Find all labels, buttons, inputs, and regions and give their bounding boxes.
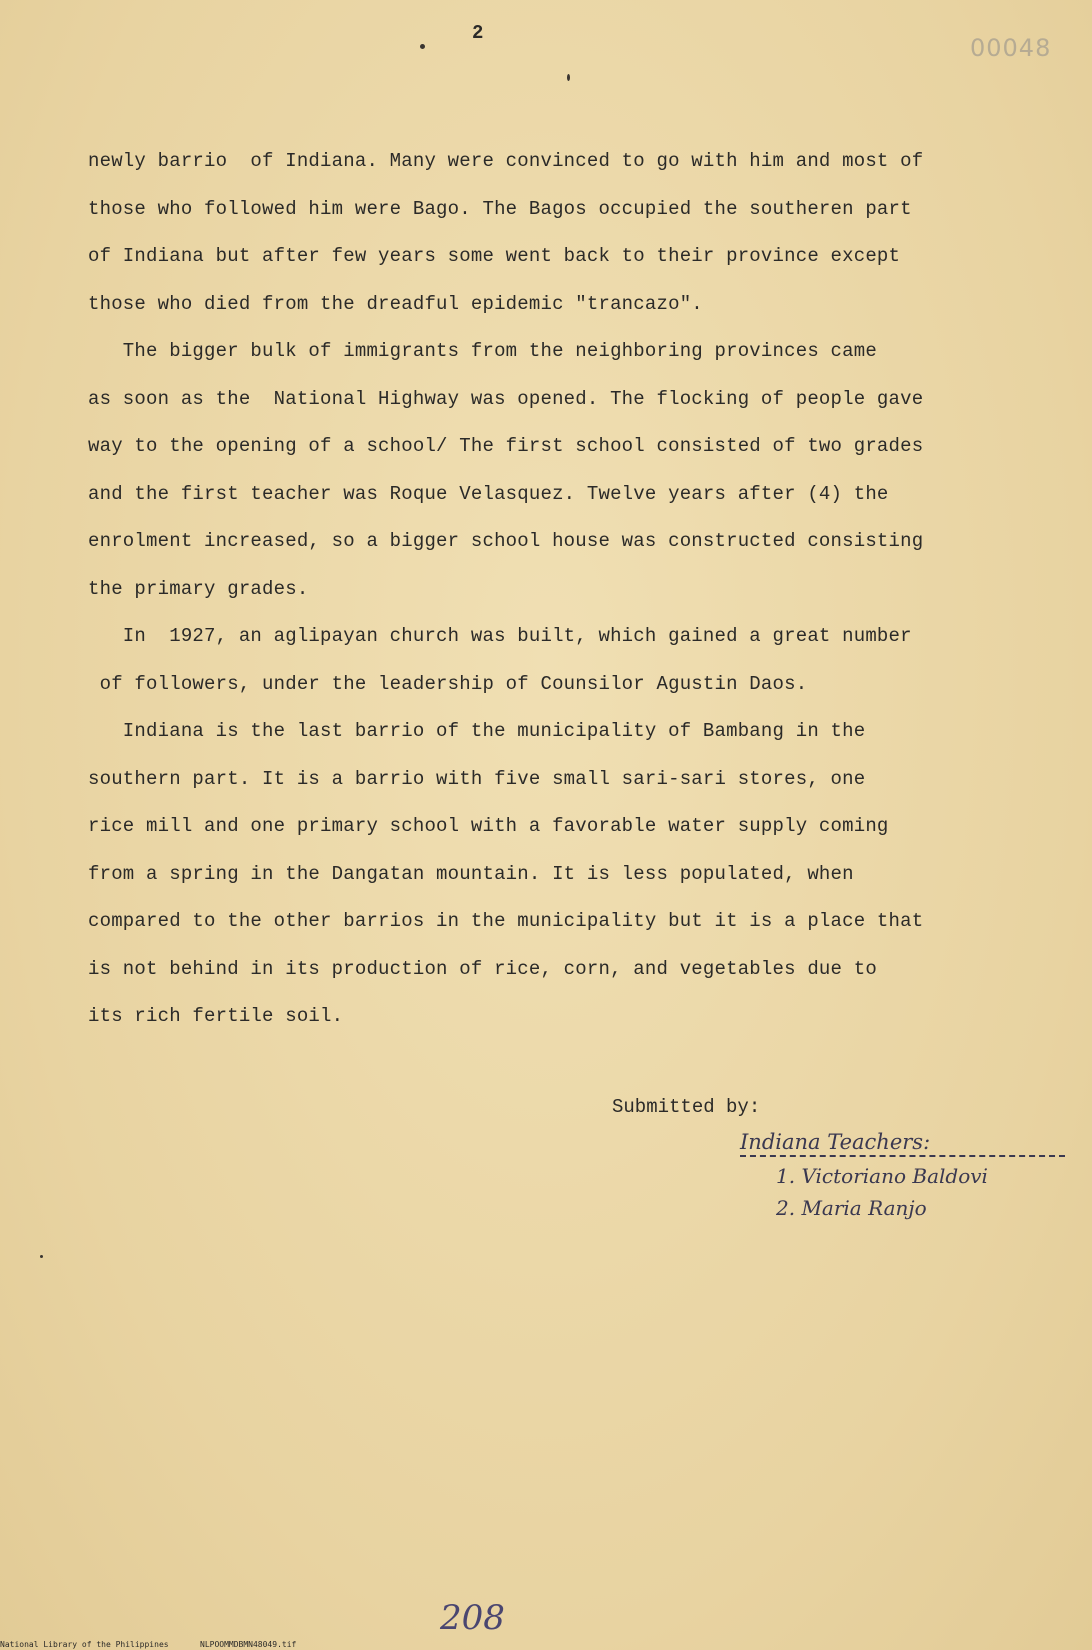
text-line: The bigger bulk of immigrants from the neighboring provinces came: [88, 340, 877, 362]
text-line: those who followed him were Bago. The Bagos occupied the southeren part: [88, 197, 912, 220]
ink-speck: [567, 74, 570, 81]
text-line: In 1927, an aglipayan church was built, which gained a great number: [88, 625, 912, 647]
teacher-name: 1. Victoriano Baldovi: [776, 1164, 988, 1188]
ink-speck: [420, 44, 425, 49]
text-line: of followers, under the leadership of Counsilor Agustin Daos.: [88, 672, 808, 695]
text-line: newly barrio of Indiana. Many were convinced to go with him and most of: [88, 150, 924, 172]
submitted-by-label: Submitted by:: [612, 1096, 761, 1118]
text-line: its rich fertile soil.: [88, 1005, 344, 1027]
page-number: 2: [472, 22, 484, 44]
text-line: those who died from the dreadful epidemic "trancazo".: [88, 292, 703, 315]
scan-file-id: NLPOOMMDBMN48049.tif: [200, 1640, 297, 1649]
text-line: rice mill and one primary school with a favorable water supply coming: [88, 815, 889, 837]
text-line: of Indiana but after few years some went back to their province except: [88, 245, 901, 267]
text-line: the primary grades.: [88, 577, 309, 600]
history-body-text: [88, 138, 1018, 1041]
text-line: from a spring in the Dangatan mountain. It is less populated, when: [88, 862, 854, 885]
text-line: and the first teacher was Roque Velasquez. Twelve years after (4) the: [88, 482, 889, 505]
text-line: Indiana is the last barrio of the municipality of Bambang in the: [88, 720, 866, 742]
library-credit: National Library of the Philippines: [0, 1640, 169, 1649]
text-line: way to the opening of a school/ The first school consisted of two grades: [88, 435, 924, 457]
archive-stamp-number: 00048: [970, 34, 1052, 62]
text-line: compared to the other barrios in the municipality but it is a place that: [88, 910, 924, 932]
handwritten-folio-number: 208: [440, 1598, 505, 1638]
teachers-heading: Indiana Teachers:: [740, 1130, 1065, 1157]
teacher-name: 2. Maria Ranjo: [776, 1196, 927, 1220]
text-line: as soon as the National Highway was opened. The flocking of people gave: [88, 387, 924, 410]
ink-speck: [40, 1255, 43, 1258]
text-line: southern part. It is a barrio with five small sari-sari stores, one: [88, 767, 866, 790]
text-line: enrolment increased, so a bigger school house was constructed consisting: [88, 530, 924, 552]
text-line: is not behind in its production of rice, corn, and vegetables due to: [88, 957, 877, 980]
